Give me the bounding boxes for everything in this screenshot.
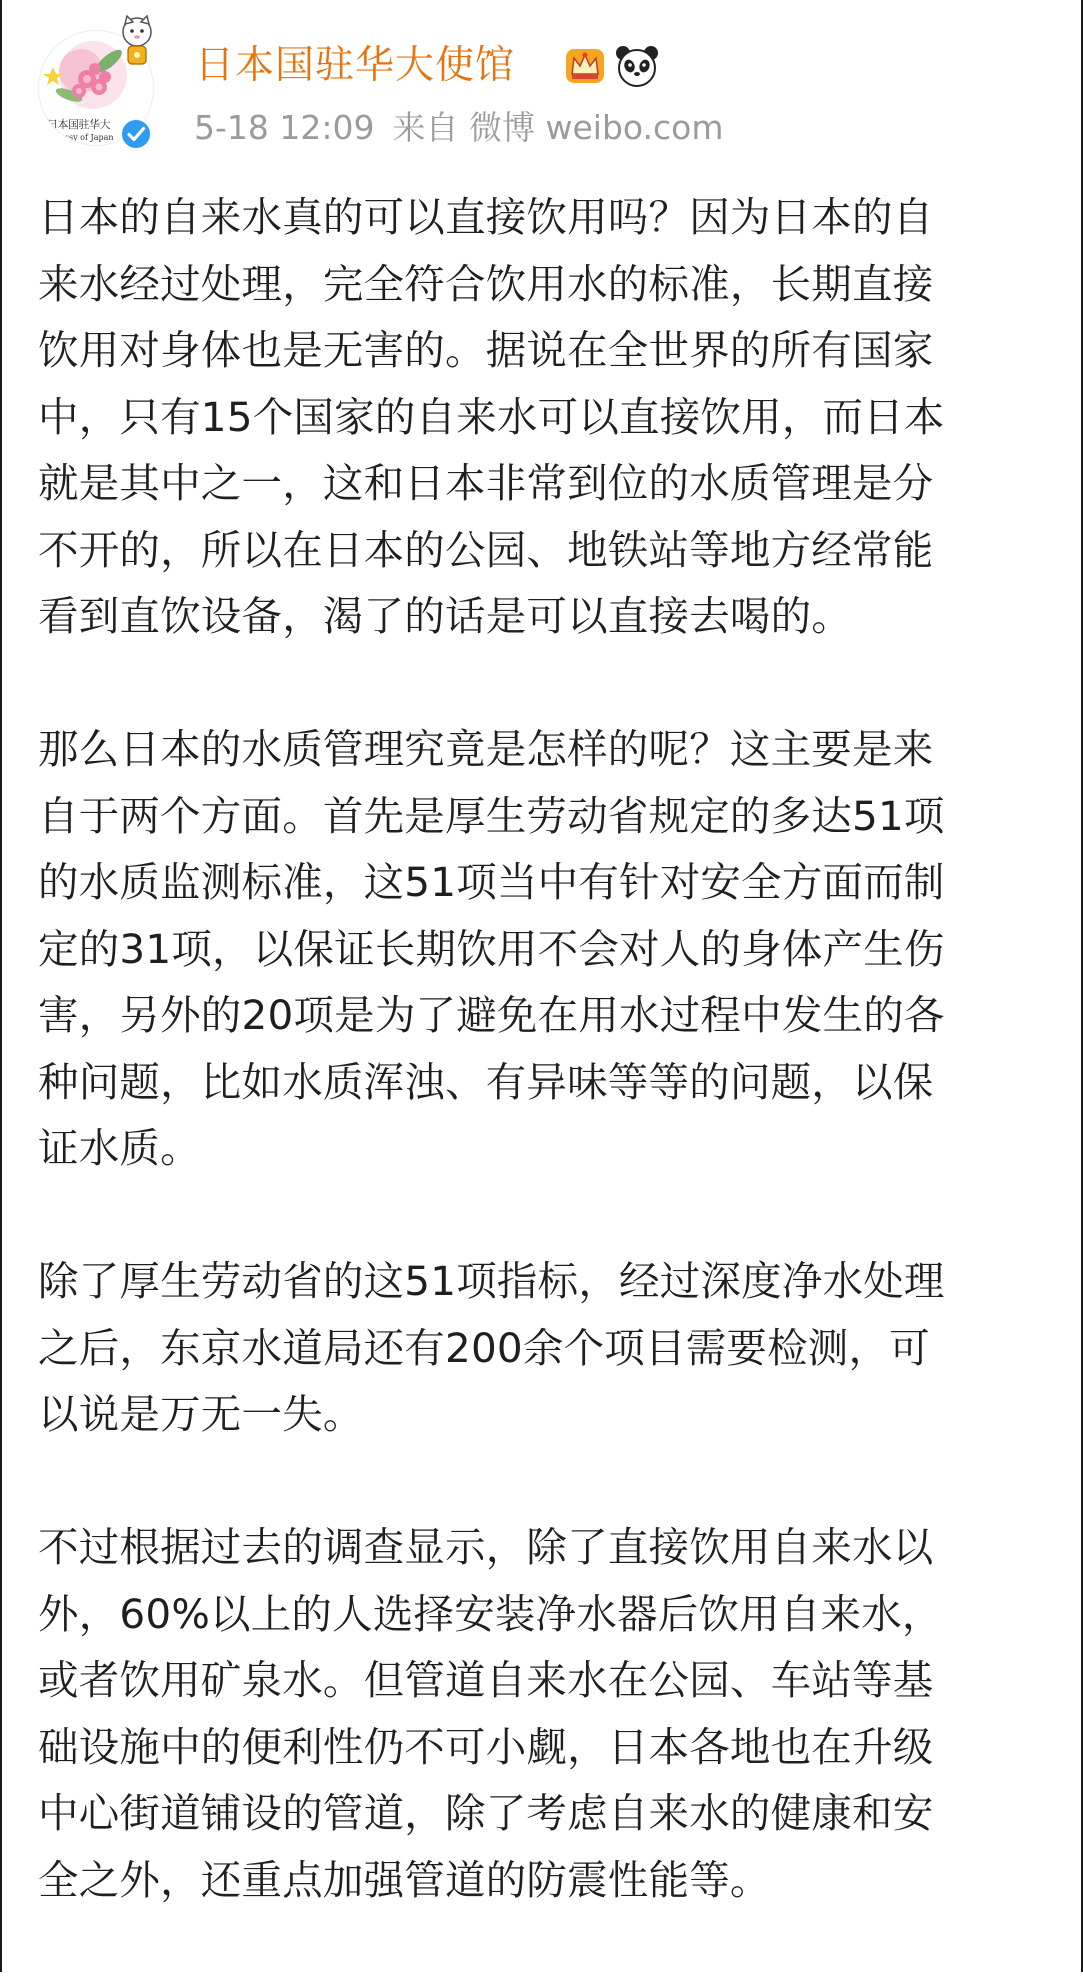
post-paragraph: 除了厚生劳动省的这51项指标，经过深度净水处理 之后，东京水道局还有200余个项目需要检测，可 以说是万无一失。 [38,1257,945,1438]
post-paragraph: 不过根据过去的调查显示，除了直接饮用自来水以 外，60%以上的人选择安装净水器后饮用自来水， 或者饮用矿泉水。但管道自来水在公园、车站等基 础设施中的便利性仍不可小觑，日本各地也在升级 中心街道铺设的管道，除了考虑自来水的健康和安 全之外，还重点加强管道的防震性能等。 [38,1523,943,1904]
verified-icon [119,117,153,151]
verified-badge [119,117,153,151]
avatar-sublabel: bassy of Japan [55,133,114,142]
username[interactable]: 日本国驻华大使馆 [195,43,516,88]
panda-icon[interactable] [614,43,660,89]
post-meta [194,108,741,148]
avatar-pendant-cat-icon [112,14,162,70]
post-header [0,0,1083,160]
crown-badge-icon[interactable] [563,44,607,88]
post-timestamp: 5-18 12:09 [194,108,375,147]
post-paragraph: 日本的自来水真的可以直接饮用吗？因为日本的自 来水经过处理，完全符合饮用水的标准，长期直接 饮用对身体也是无害的。据说在全世界的所有国家 中，只有15个国家的自来水可以直接饮用，而日本 就是其中之一，这和日本非常到位的水质管理是分 不开的，所以在日本的公园、地铁站等地方经常能 看到直饮设备，渴了的话是可以直接去喝的。 [38,193,945,640]
post-source[interactable]: 来自 微博 weibo.com [392,108,724,147]
post-body [38,184,1050,1980]
avatar-label: 日本国驻华大 [47,118,110,131]
post-paragraph: 那么日本的水质管理究竟是怎样的呢？这主要是来 自于两个方面。首先是厚生劳动省规定的多达51项 的水质监测标准，这51项当中有针对安全方面而制 定的31项，以保证长期饮用不会对人的身体产生伤 害，另外的20项是为了避免在用水过程中发生的各 种问题，比如水质浑浊、有异味等等的问题，以保 证水质。 [38,725,945,1172]
frame-border-left [0,0,2,1972]
